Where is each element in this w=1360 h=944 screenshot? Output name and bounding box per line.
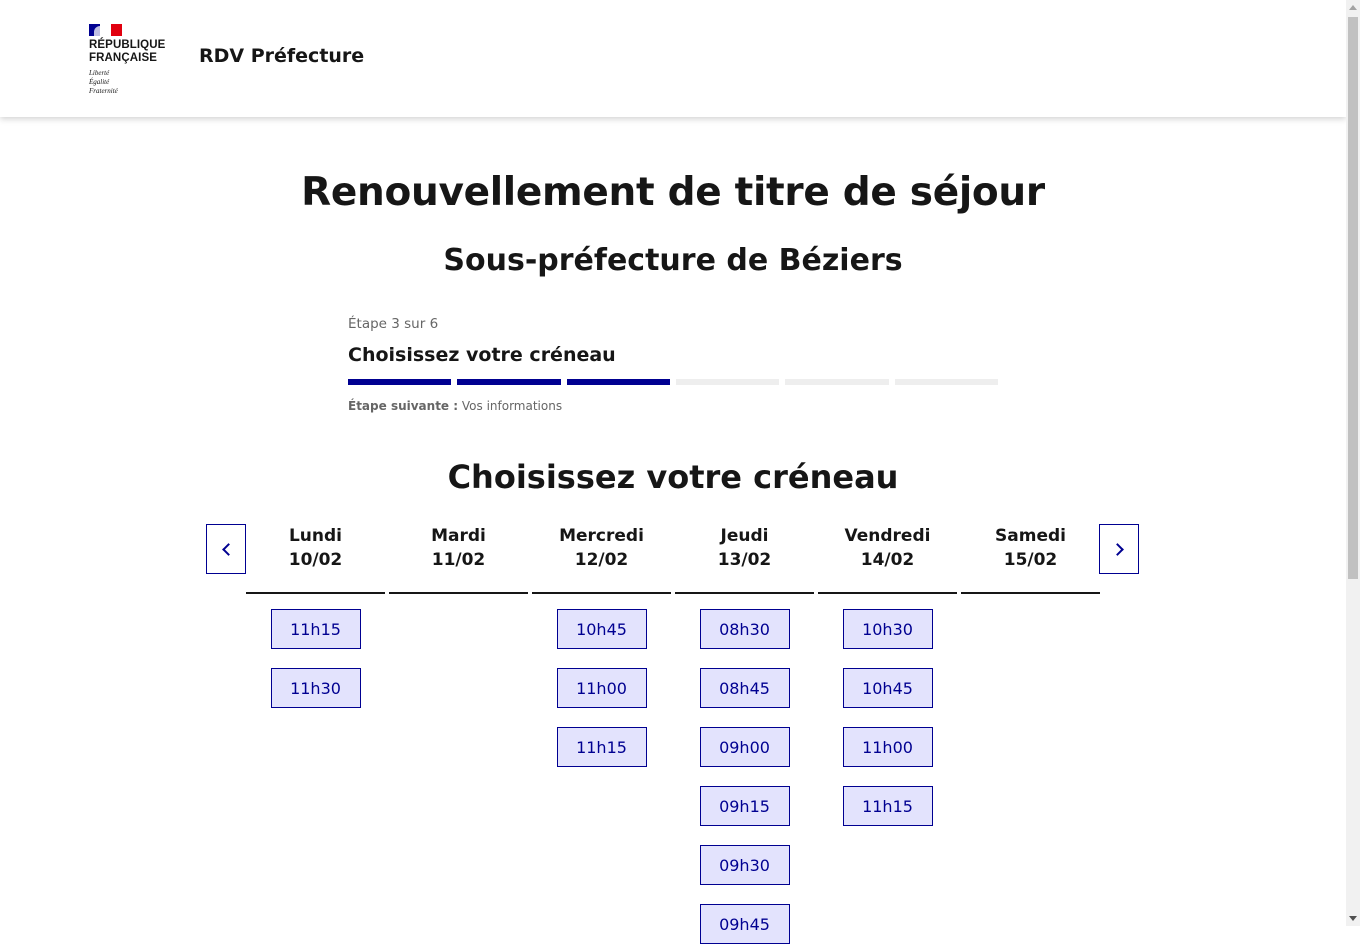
page-title: Renouvellement de titre de séjour [301,170,1045,215]
chevron-left-icon [222,543,235,556]
service-title[interactable]: RDV Préfecture [199,45,365,67]
day-header [246,524,385,594]
stepper-title: Choisissez votre créneau [348,344,616,366]
next-days-button[interactable] [1099,524,1139,574]
day-column [246,524,385,944]
day-column [389,524,528,944]
time-slot-button[interactable]: 10h45 [843,668,933,708]
stepper-bar [676,379,779,385]
day-column [532,524,671,944]
time-slot-button[interactable]: 10h30 [843,609,933,649]
slot-list [271,609,361,708]
day-date: 12/02 [574,550,629,570]
next-step-value: Vos informations [461,399,563,413]
stepper [348,316,998,413]
time-slot-button[interactable]: 11h15 [843,786,933,826]
page-subtitle: Sous-préfecture de Béziers [443,243,903,278]
stepper-progress [348,379,998,385]
day-name: Mercredi [559,526,644,546]
day-name: Samedi [995,526,1066,546]
day-date: 13/02 [717,550,772,570]
day-date: 11/02 [431,550,486,570]
stepper-next-step [348,399,998,413]
republique-francaise-logo[interactable] [89,24,179,96]
time-slot-button[interactable]: 11h30 [271,668,361,708]
time-slot-button[interactable]: 08h45 [700,668,790,708]
slot-list [700,609,790,944]
time-slot-button[interactable]: 11h00 [557,668,647,708]
stepper-state: Étape 3 sur 6 [348,316,439,332]
section-title: Choisissez votre créneau [447,458,899,496]
time-slot-button[interactable]: 09h00 [700,727,790,767]
time-slot-button[interactable]: 11h15 [557,727,647,767]
time-slot-button[interactable]: 10h45 [557,609,647,649]
stepper-bar [785,379,888,385]
stepper-bar [567,379,670,385]
day-name: Lundi [288,526,343,546]
day-name: Vendredi [844,526,931,546]
previous-days-button[interactable] [206,524,246,574]
day-column [818,524,957,944]
day-header [389,524,528,594]
day-date: 14/02 [860,550,915,570]
day-header [818,524,957,594]
time-slot-button[interactable]: 09h45 [700,904,790,944]
day-column [675,524,814,944]
slot-list [557,609,647,767]
site-header [0,0,1346,117]
vertical-scrollbar[interactable] [1346,0,1360,926]
time-slot-button[interactable]: 11h00 [843,727,933,767]
logo-motto: Liberté Égalité Fraternité [89,69,118,95]
day-date: 10/02 [288,550,343,570]
day-name: Mardi [431,526,486,546]
time-slot-button[interactable]: 09h30 [700,845,790,885]
time-slot-button[interactable]: 08h30 [700,609,790,649]
next-step-label: Étape suivante : [348,399,459,413]
logo-text: RÉPUBLIQUE FRANÇAISE [89,39,166,64]
day-column [961,524,1100,944]
day-header [961,524,1100,594]
scroll-down-arrow-icon[interactable] [1349,916,1357,921]
day-header [532,524,671,594]
day-name: Jeudi [720,526,769,546]
stepper-bar [348,379,451,385]
day-header [675,524,814,594]
calendar-days [246,524,1099,944]
marianne-flag-icon [89,24,122,36]
scrollbar-thumb[interactable] [1348,17,1358,579]
time-slot-button[interactable]: 09h15 [700,786,790,826]
stepper-bar [457,379,560,385]
scroll-up-arrow-icon[interactable] [1349,5,1357,10]
chevron-right-icon [1111,543,1124,556]
time-slot-button[interactable]: 11h15 [271,609,361,649]
stepper-bar [895,379,998,385]
slot-list [843,609,933,826]
day-date: 15/02 [1003,550,1058,570]
